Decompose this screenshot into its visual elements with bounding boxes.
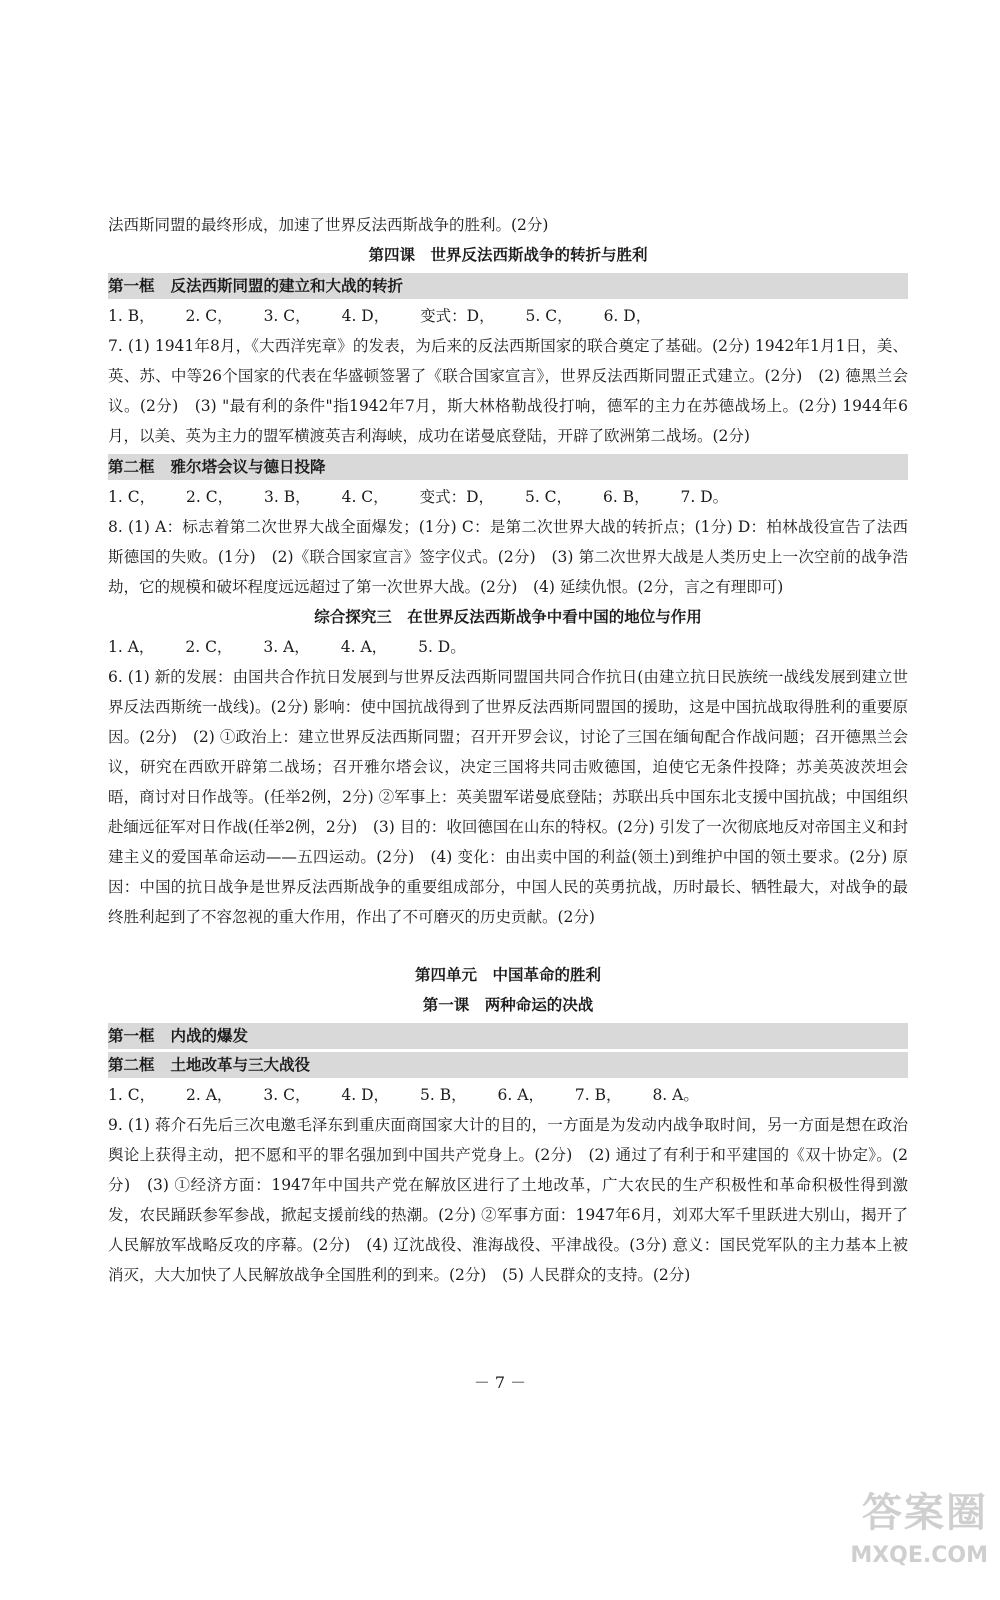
answer-item: 1. A，	[108, 638, 155, 656]
intro-line: 法西斯同盟的最终形成，加速了世界反法西斯战争的胜利。(2分)	[108, 216, 549, 234]
answer-item: 2. C，	[185, 638, 233, 656]
answer-item: 6. B，	[602, 488, 650, 506]
answer-item: 3. C，	[263, 1086, 311, 1104]
answer-item: 1. B，	[108, 307, 155, 325]
frame-label: 第二框	[108, 1056, 155, 1074]
answer-item: 2. C，	[186, 488, 234, 506]
answer-item: 4. D，	[341, 1086, 390, 1104]
watermark-logo	[808, 1485, 988, 1595]
answer-item: 8. A。	[652, 1086, 699, 1104]
answer-item: 4. A，	[340, 638, 388, 656]
unit4-title: 第四单元 中国革命的胜利	[414, 966, 601, 984]
unit4-frame1-header	[108, 1023, 908, 1049]
answer-item: 2. C，	[185, 307, 233, 325]
synthesis3-answers	[108, 632, 908, 662]
answer-item: 1. C，	[108, 488, 156, 506]
frame-title: 内战的爆发	[170, 1027, 249, 1045]
frame-title: 反法西斯同盟的建立和大战的转折	[170, 277, 404, 295]
page-number: － 7 －	[473, 1373, 527, 1392]
watermark-url: MXQE.COM	[850, 1543, 988, 1568]
question-7-answer: 7. (1) 1941年8月，《大西洋宪章》的发表，为后来的反法西斯国家的联合奠定了基础。(2分) 1942年1月1日，美、英、苏、中等26个国家的代表在华盛顿签署了《联合国家宣言》，世界反法西斯同盟正式建立。(2分) (2) 德黑兰会议。(2分) (3) "最有利的条件"指1942年7月，斯大林格勒战役打响，德军的主力在苏德战场上。(2分) 1944年6月，以美、英为主力的盟军横渡英吉利海峡，成功在诺曼底登陆，开辟了欧洲第二战场。(2分)	[108, 337, 908, 445]
answer-item: 5. B，	[419, 1086, 467, 1104]
question-6-answer: 6. (1) 新的发展：由国共合作抗日发展到与世界反法西斯同盟国共同合作抗日(由建立抗日民族统一战线发展到建立世界反法西斯统一战线)。(2分) 影响：使中国抗战得到了世界反法西斯同盟国的援助，这是中国抗战取得胜利的重要原因。(2分) (2) ①政治上：建立世界反法西斯同盟；召开开罗会议，讨论了三国在缅甸配合作战问题；召开德黑兰会议，研究在西欧开辟第二战场；召开雅尔塔会议，决定三国将共同击败德国，迫使它无条件投降；苏美英波茨坦会晤，商讨对日作战等。(任举2例，2分) ②军事上：英美盟军诺曼底登陆；苏联出兵中国东北支援中国抗战；中国组织赴缅远征军对日作战(任举2例，2分) (3) 目的：收回德国在山东的特权。(2分) 引发了一次彻底地反对帝国主义和封建主义的爱国革命运动——五四运动。(2分) (4) 变化：由出卖中国的利益(领土)到维护中国的领土要求。(2分) 原因：中国的抗日战争是世界反法西斯战争的重要组成部分，中国人民的英勇抗战，历时最长、牺牲最大，对战争的最终胜利起到了不容忽视的重大作用，作出了不可磨灭的历史贡献。(2分)	[108, 668, 908, 926]
answer-item: 1. C，	[108, 1086, 156, 1104]
question-9-answer: 9. (1) 蒋介石先后三次电邀毛泽东到重庆面商国家大计的目的，一方面是为发动内战争取时间，另一方面是想在政治舆论上获得主动，把不愿和平的罪名强加到中国共产党身上。(2分) (2) 通过了有利于和平建国的《双十协定》。(2分) (3) ①经济方面：1947年中国共产党在解放区进行了土地改革，广大农民的生产积极性和革命积极性得到激发，农民踊跃参军参战，掀起支援前线的热潮。(2分) ②军事方面：1947年6月，刘邓大军千里跃进大别山，揭开了人民解放军战略反攻的序幕。(2分) (4) 辽沈战役、淮海战役、平津战役。(3分) 意义：国民党军队的主力基本上被消灭，大大加快了人民解放战争全国胜利的到来。(2分) (5) 人民群众的支持。(2分)	[108, 1116, 908, 1284]
unit4-frame2-header	[108, 1052, 908, 1078]
frame-title: 土地改革与三大战役	[170, 1056, 311, 1074]
answer-item: 变式：D，	[420, 307, 495, 325]
frame-label: 第二框	[108, 458, 155, 476]
answer-item: 5. D。	[418, 638, 466, 656]
answer-item: 6. A，	[497, 1086, 544, 1104]
answer-item: 3. A，	[263, 638, 310, 656]
frame-title: 雅尔塔会议与德日投降	[170, 458, 326, 476]
lesson4-frame2-header	[108, 454, 908, 480]
answer-page	[108, 210, 908, 1290]
frame-label: 第一框	[108, 277, 155, 295]
answer-item: 6. D，	[603, 307, 652, 325]
answer-item: 4. C，	[341, 488, 389, 506]
lesson4-frame2-answers	[108, 482, 908, 512]
answer-item: 5. C，	[524, 488, 573, 506]
answer-item: 7. B，	[574, 1086, 622, 1104]
unit4-frame2-answers	[108, 1080, 908, 1110]
lesson4-title: 第四课 世界反法西斯战争的转折与胜利	[368, 246, 648, 264]
answer-item: 3. C，	[263, 307, 311, 325]
watermark-logo-text: 答案圈	[862, 1490, 988, 1536]
answer-item: 7. D。	[680, 488, 729, 506]
lesson4-frame1-header	[108, 273, 908, 299]
answer-item: 变式：D，	[419, 488, 495, 506]
lesson4-frame1-answers	[108, 301, 908, 331]
frame-label: 第一框	[108, 1027, 155, 1045]
question-8-answer: 8. (1) A：标志着第二次世界大战全面爆发；(1分) C：是第二次世界大战的转折点；(1分) D：柏林战役宣告了法西斯德国的失败。(1分) (2)《联合国家宣言》签字仪式。(2分) (3) 第二次世界大战是人类历史上一次空前的战争浩劫，它的规模和破坏程度远远超过了第一次世界大战。(2分) (4) 延续仇恨。(2分，言之有理即可)	[108, 518, 908, 596]
unit4-lesson1-title: 第一课 两种命运的决战	[422, 996, 594, 1014]
synthesis3-title: 综合探究三 在世界反法西斯战争中看中国的地位与作用	[314, 608, 702, 626]
answer-item: 2. A，	[186, 1086, 233, 1104]
answer-item: 5. C，	[525, 307, 573, 325]
answer-item: 4. D，	[341, 307, 390, 325]
answer-item: 3. B，	[264, 488, 311, 506]
